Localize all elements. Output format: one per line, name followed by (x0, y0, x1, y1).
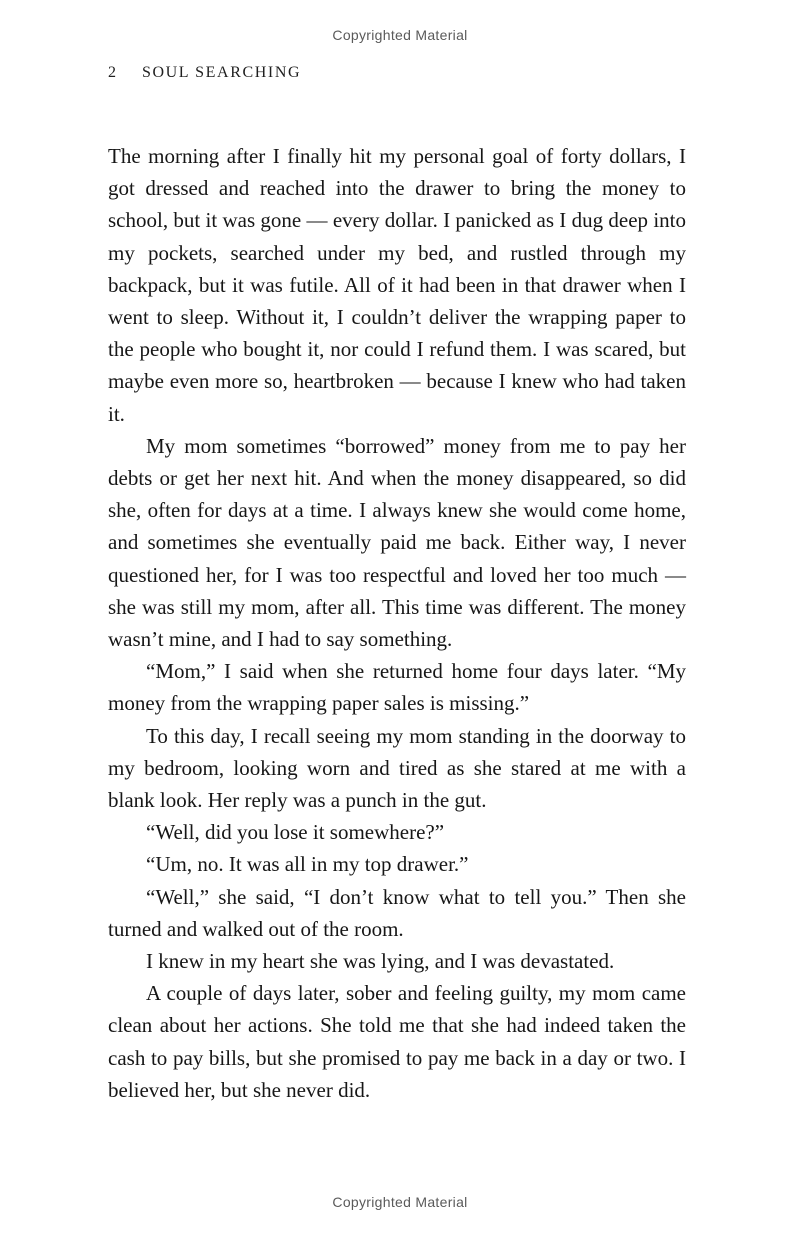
paragraph: The morning after I finally hit my personal goal of forty dollars, I got dressed and reached into the drawer to bring the money to school, but it was gone — every dollar. I panicked as I dug deep into my pockets, searched under my bed, and rustled through my backpack, but it was futile. All of it had been in that drawer when I went to sleep. Without it, I couldn’t deliver the wrapping paper to the people who bought it, nor could I refund them. I was scared, but maybe even more so, heartbroken — because I knew who had taken it. (108, 144, 686, 426)
copyright-notice-top: Copyrighted Material (332, 27, 468, 43)
body-text (108, 140, 686, 1106)
paragraph: A couple of days later, sober and feeling guilty, my mom came clean about her actions. She told me that she had indeed taken the cash to pay bills, but she promised to pay me back in a day or two. I believed her, but she never did. (108, 981, 686, 1102)
paragraph: I knew in my heart she was lying, and I was devastated. (146, 949, 615, 974)
paragraph: My mom sometimes “borrowed” money from me to pay her debts or get her next hit. And when the money disappeared, so did she, often for days at a time. I always knew she would come home, and sometimes she eventually paid me back. Either way, I never questioned her, for I was too respectful and loved her too much — she was still my mom, after all. This time was different. The money wasn’t mine, and I had to say something. (108, 433, 686, 652)
paragraph: To this day, I recall seeing my mom standing in the doorway to my bedroom, looking worn and tired as she stared at me with a blank look. Her reply was a punch in the gut. (108, 723, 686, 813)
paragraph: “Well,” she said, “I don’t know what to tell you.” Then she turned and walked out of the room. (108, 884, 686, 941)
page-number: 2 (108, 64, 116, 81)
copyright-notice-bottom: Copyrighted Material (332, 1194, 468, 1210)
paragraph: “Well, did you lose it somewhere?” (146, 820, 445, 845)
page-header (108, 64, 684, 82)
paragraph: “Um, no. It was all in my top drawer.” (146, 852, 469, 877)
running-title: SOUL SEARCHING (142, 64, 302, 81)
paragraph: “Mom,” I said when she returned home four days later. “My money from the wrapping paper sales is missing.” (108, 659, 686, 716)
